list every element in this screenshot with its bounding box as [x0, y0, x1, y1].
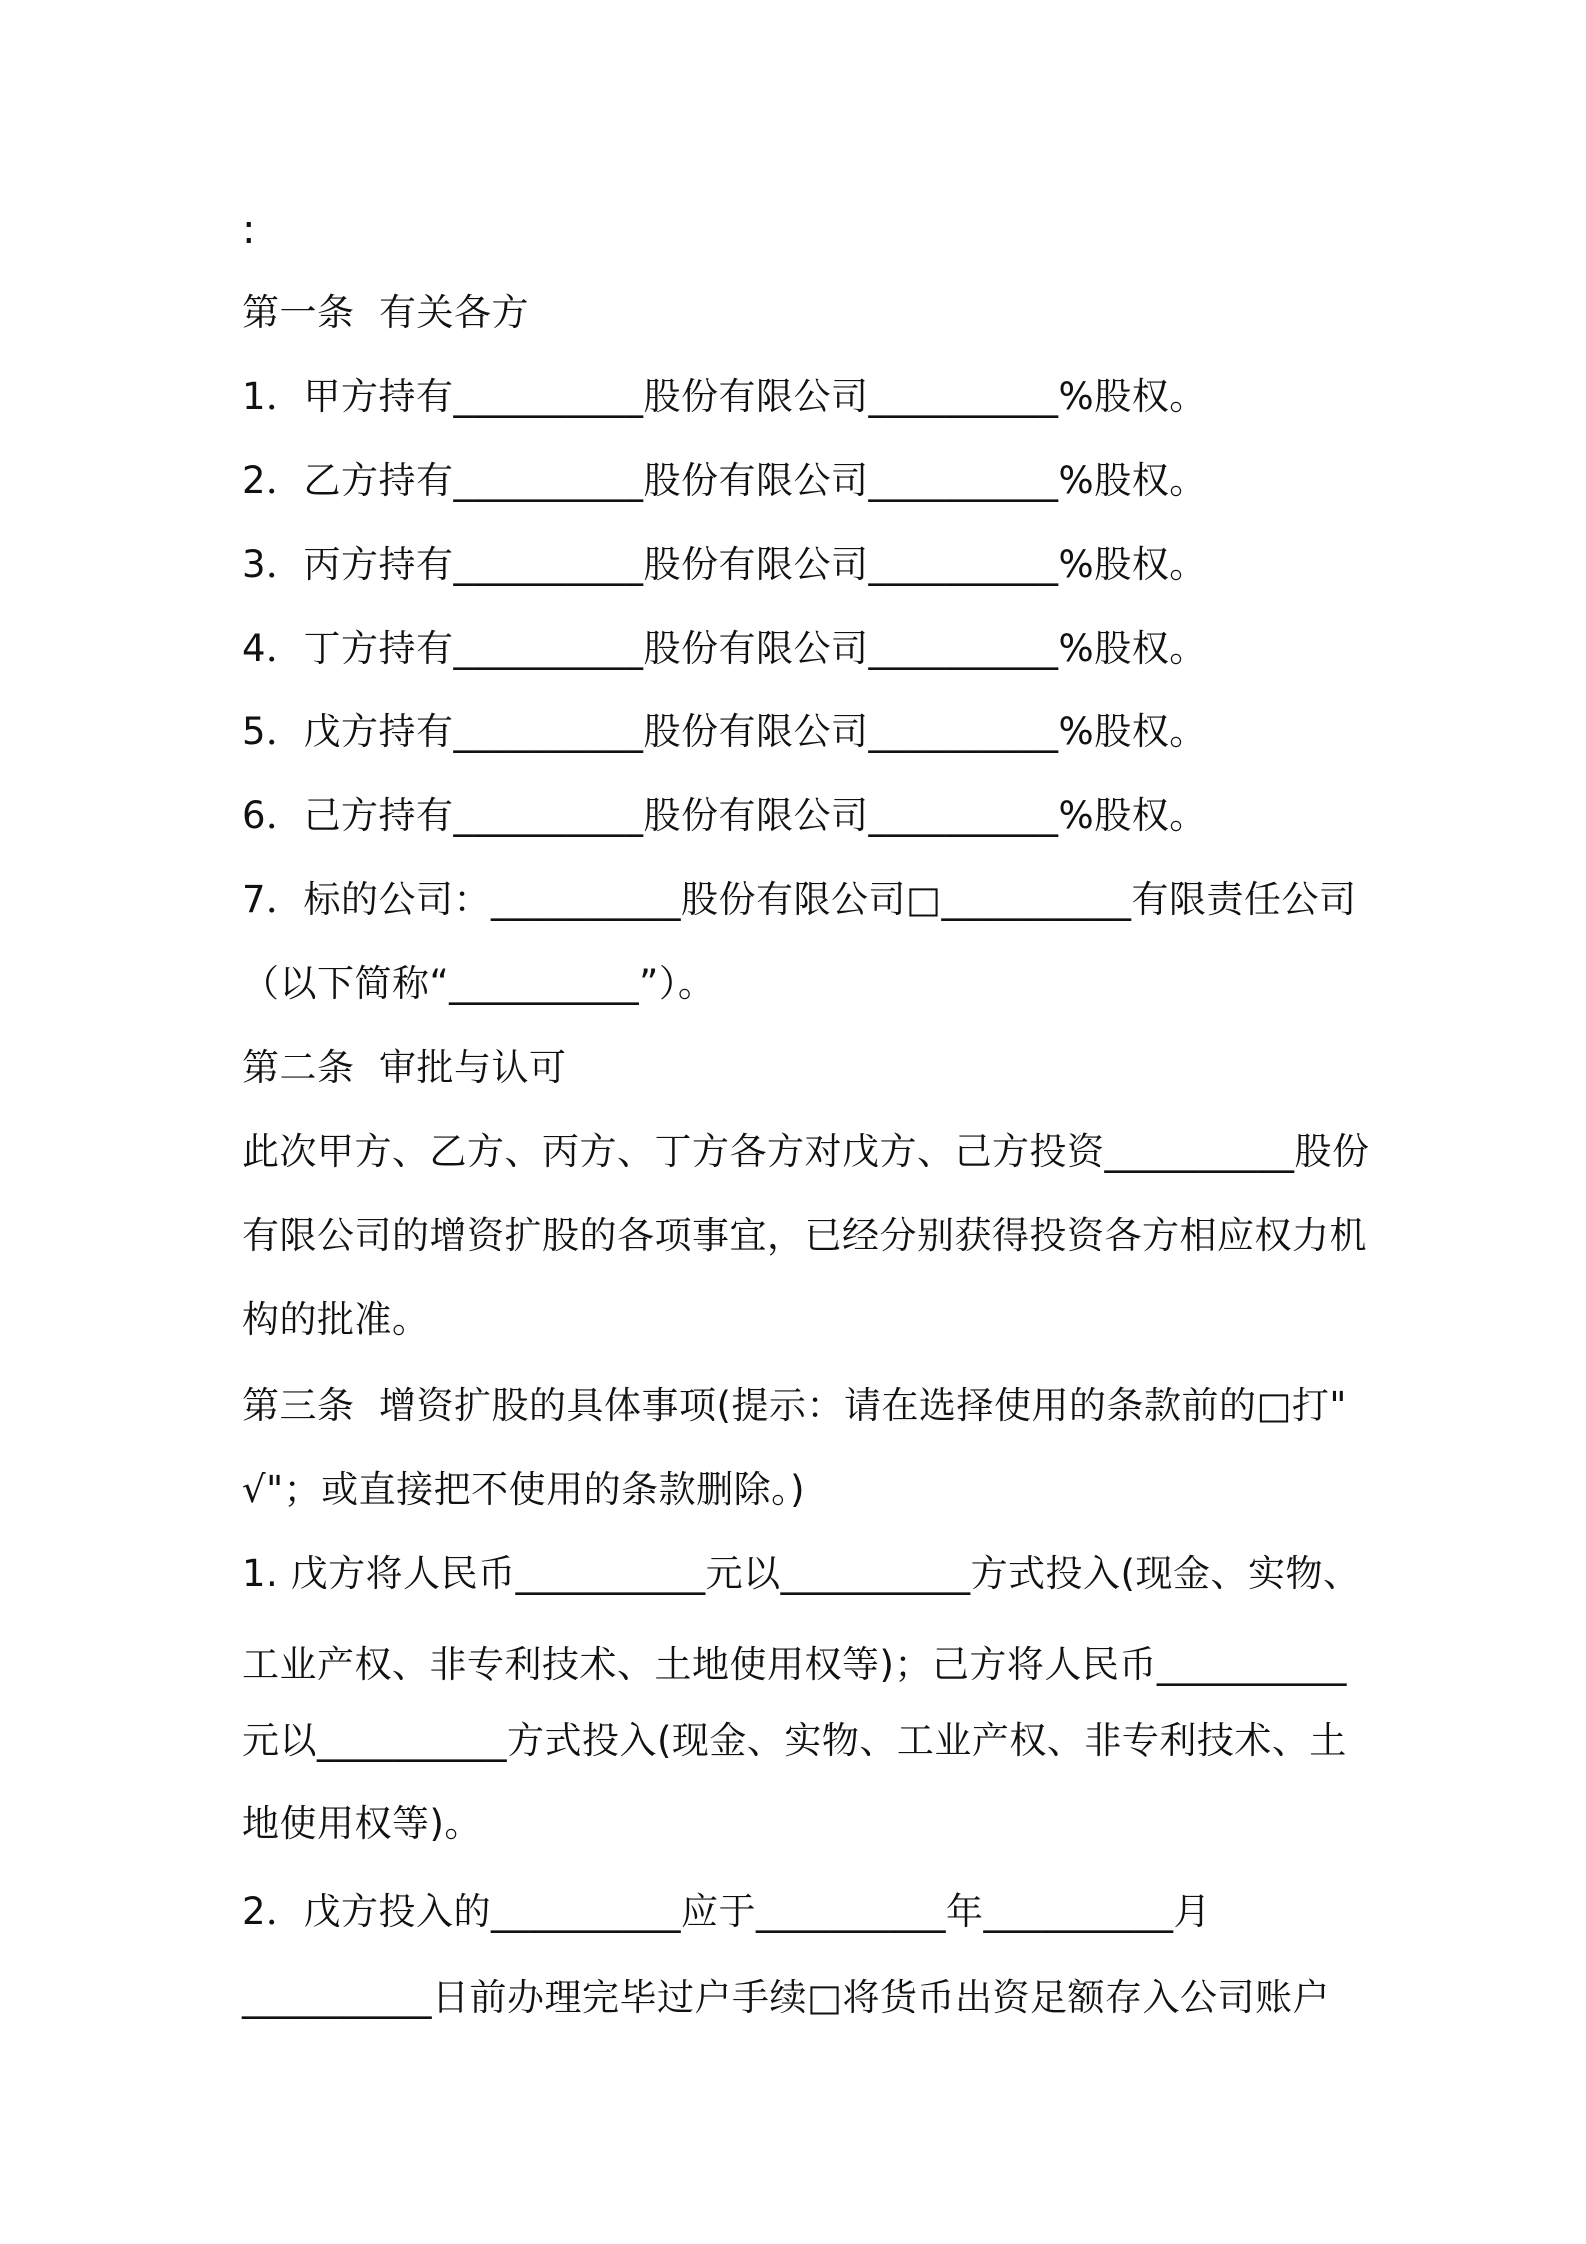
article-3-heading-cont: √"；或直接把不使用的条款删除。)	[242, 1468, 806, 1511]
article-3-item-2-line-2: __________日前办理完毕过户手续□将货币出资足额存入公司账户	[242, 1976, 1330, 2019]
party-d-holding: 4．丁方持有__________股份有限公司__________%股权。	[242, 627, 1207, 670]
party-b-holding: 2．乙方持有__________股份有限公司__________%股权。	[242, 459, 1207, 502]
leading-colon: :	[242, 207, 256, 253]
article-1-heading: 第一条 有关各方	[242, 291, 530, 334]
article-3-item-1-line-4: 地使用权等)。	[242, 1802, 482, 1845]
article-3-item-1-line-2: 工业产权、非专利技术、土地使用权等)；己方将人民币__________	[242, 1643, 1347, 1686]
article-3-item-1-line-3: 元以__________方式投入(现金、实物、工业产权、非专利技术、土	[242, 1719, 1347, 1762]
article-3-item-2-line-1: 2．戊方投入的__________应于__________年__________月	[242, 1890, 1212, 1933]
party-a-holding: 1．甲方持有__________股份有限公司__________%股权。	[242, 375, 1207, 418]
article-2-heading: 第二条 审批与认可	[242, 1046, 567, 1089]
article-3-item-1-line-1: 1. 戊方将人民币__________元以__________方式投入(现金、实物、	[242, 1552, 1361, 1595]
target-company-abbrev: （以下简称“__________”）。	[242, 962, 716, 1005]
party-c-holding: 3．丙方持有__________股份有限公司__________%股权。	[242, 543, 1207, 586]
target-company-line: 7．标的公司：__________股份有限公司□__________有限责任公司	[242, 878, 1357, 921]
party-e-holding: 5．戊方持有__________股份有限公司__________%股权。	[242, 710, 1207, 753]
article-2-text-line-2: 有限公司的增资扩股的各项事宜，已经分别获得投资各方相应权力机	[242, 1214, 1367, 1257]
party-f-holding: 6．己方持有__________股份有限公司__________%股权。	[242, 794, 1207, 837]
article-3-heading: 第三条 增资扩股的具体事项(提示：请在选择使用的条款前的□打"	[242, 1384, 1347, 1427]
article-2-text-line-1: 此次甲方、乙方、丙方、丁方各方对戊方、己方投资__________股份	[242, 1130, 1370, 1173]
article-2-text-line-3: 构的批准。	[242, 1298, 430, 1341]
